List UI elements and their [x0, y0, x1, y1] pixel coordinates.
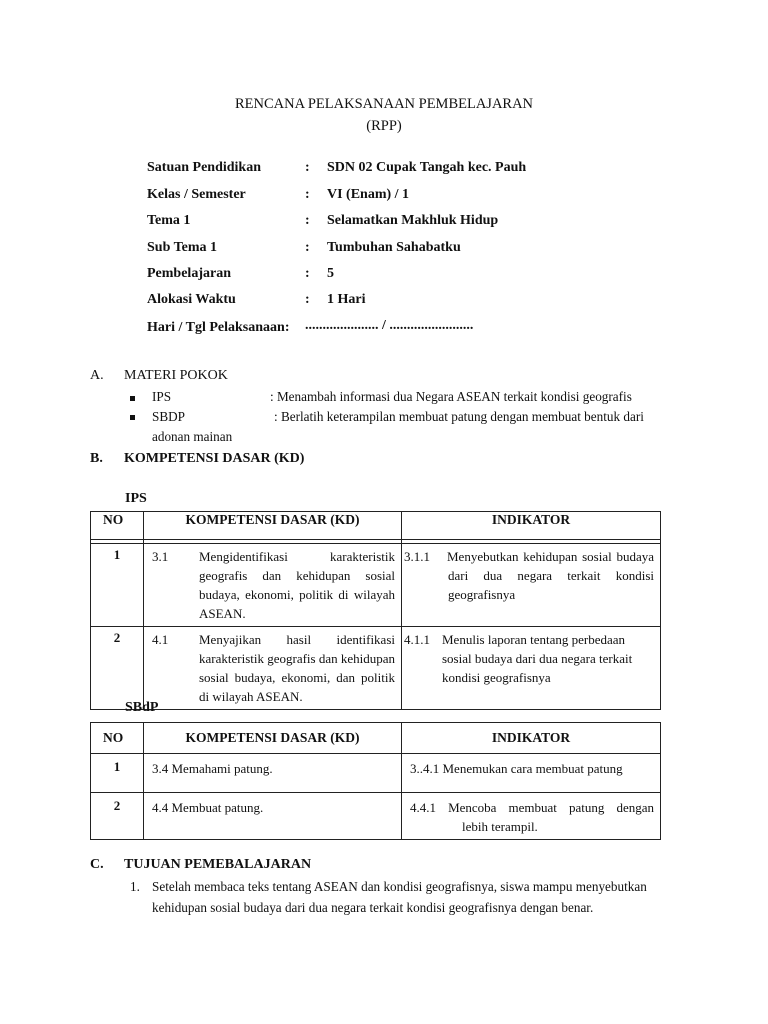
identity-value: 1 Hari — [327, 292, 366, 307]
section-c-letter: C. — [90, 857, 104, 872]
identity-value: ..................... / ........................ — [305, 318, 474, 333]
indikator-text: 4.4.1 Mencoba membuat patung dengan — [410, 800, 654, 815]
identity-colon: : — [305, 187, 310, 202]
section-a-heading: MATERI POKOK — [124, 368, 228, 383]
identity-colon: : — [305, 292, 310, 307]
kd-number: 3.1 — [152, 549, 169, 564]
indikator-text-continuation: lebih terampil. — [462, 819, 538, 834]
materi-subject: SBDP — [152, 409, 185, 424]
bullet-icon — [130, 415, 135, 420]
table-subject-label: IPS — [125, 491, 147, 506]
indikator-cell — [402, 544, 661, 627]
kd-text: 3.4 Memahami patung. — [152, 761, 273, 776]
identity-value: Selamatkan Makhluk Hidup — [327, 213, 499, 228]
indikator-text: Menulis laporan tentang perbedaan sosial budaya dari dua negara terkait kondisi geografisnya — [442, 632, 633, 685]
bullet-icon — [130, 396, 135, 401]
indikator-number: 4.1.1 — [404, 632, 430, 647]
table-row — [91, 544, 661, 627]
table-row — [91, 627, 661, 710]
identity-colon: : — [305, 240, 310, 255]
identity-label: Hari / Tgl Pelaksanaan: — [147, 320, 290, 335]
tujuan-number: 1. — [130, 879, 140, 894]
materi-subject: IPS — [152, 389, 172, 404]
kd-cell — [144, 544, 402, 627]
kd-number: 4.1 — [152, 632, 169, 647]
column-header: INDIKATOR — [402, 723, 661, 754]
row-number: 2 — [91, 793, 144, 840]
column-header: KOMPETENSI DASAR (KD) — [144, 512, 402, 540]
materi-text: : Berlatih keterampilan membuat patung dengan membuat bentuk dari — [274, 409, 644, 424]
document-title: RENCANA PELAKSANAAN PEMBELAJARAN — [234, 96, 534, 112]
column-header: KOMPETENSI DASAR (KD) — [144, 723, 402, 754]
indikator-text: Menyebutkan kehidupan sosial budaya dari dua negara terkait kondisi geografisnya — [447, 549, 654, 602]
identity-value: 5 — [327, 266, 334, 281]
indikator-cell — [402, 793, 661, 840]
identity-value: Tumbuhan Sahabatku — [327, 240, 461, 255]
document-subtitle: (RPP) — [366, 118, 402, 134]
indikator-cell — [402, 754, 661, 793]
kd-text: Mengidentifikasi karakteristik geografis dan kehidupan sosial budaya, ekonomi, politik di wilayah ASEAN. — [199, 549, 395, 621]
identity-colon: : — [305, 266, 310, 281]
identity-label: Satuan Pendidikan — [147, 160, 261, 175]
identity-colon: : — [305, 213, 310, 228]
indikator-number: 3.1.1 — [404, 549, 430, 564]
column-header: NO — [91, 723, 144, 754]
section-c-heading: TUJUAN PEMEBALAJARAN — [124, 857, 312, 872]
kd-table-ips — [90, 511, 661, 710]
row-number: 1 — [91, 754, 144, 793]
identity-value: VI (Enam) / 1 — [327, 187, 410, 202]
row-number: 2 — [91, 627, 144, 710]
materi-text-continuation: adonan mainan — [152, 429, 233, 444]
indikator-text: 3..4.1 Menemukan cara membuat patung — [410, 761, 623, 776]
identity-label: Kelas / Semester — [147, 187, 246, 202]
indikator-cell — [402, 627, 661, 710]
materi-text: : Menambah informasi dua Negara ASEAN terkait kondisi geografis — [270, 389, 632, 404]
section-b-heading: KOMPETENSI DASAR (KD) — [124, 451, 305, 466]
section-b-letter: B. — [90, 451, 103, 466]
identity-label: Tema 1 — [147, 213, 191, 228]
tujuan-text-continuation: kehidupan sosial budaya dari dua negara terkait kondisi geografisnya dengan benar. — [152, 900, 594, 915]
kd-table-sbdp — [90, 722, 661, 840]
row-number: 1 — [91, 544, 144, 627]
identity-value: SDN 02 Cupak Tangah kec. Pauh — [327, 160, 527, 175]
column-header: INDIKATOR — [402, 512, 661, 540]
kd-text: Menyajikan hasil identifikasi karakteristik geografis dan kehidupan sosial budaya, ekonomi, dan politik di wilayah ASEAN. — [199, 632, 396, 704]
identity-colon: : — [305, 160, 310, 175]
identity-label: Pembelajaran — [147, 266, 231, 281]
table-subject-label: SBdP — [125, 700, 159, 715]
column-header: NO — [91, 512, 144, 540]
kd-cell — [144, 793, 402, 840]
table-row — [91, 793, 661, 840]
kd-cell — [144, 754, 402, 793]
kd-cell — [144, 627, 402, 710]
identity-label: Sub Tema 1 — [147, 240, 218, 255]
identity-label: Alokasi Waktu — [147, 292, 236, 307]
kd-text: 4.4 Membuat patung. — [152, 800, 264, 815]
tujuan-text: Setelah membaca teks tentang ASEAN dan kondisi geografisnya, siswa mampu menyebutkan — [152, 879, 647, 894]
section-a-letter: A. — [90, 368, 104, 383]
table-row — [91, 754, 661, 793]
